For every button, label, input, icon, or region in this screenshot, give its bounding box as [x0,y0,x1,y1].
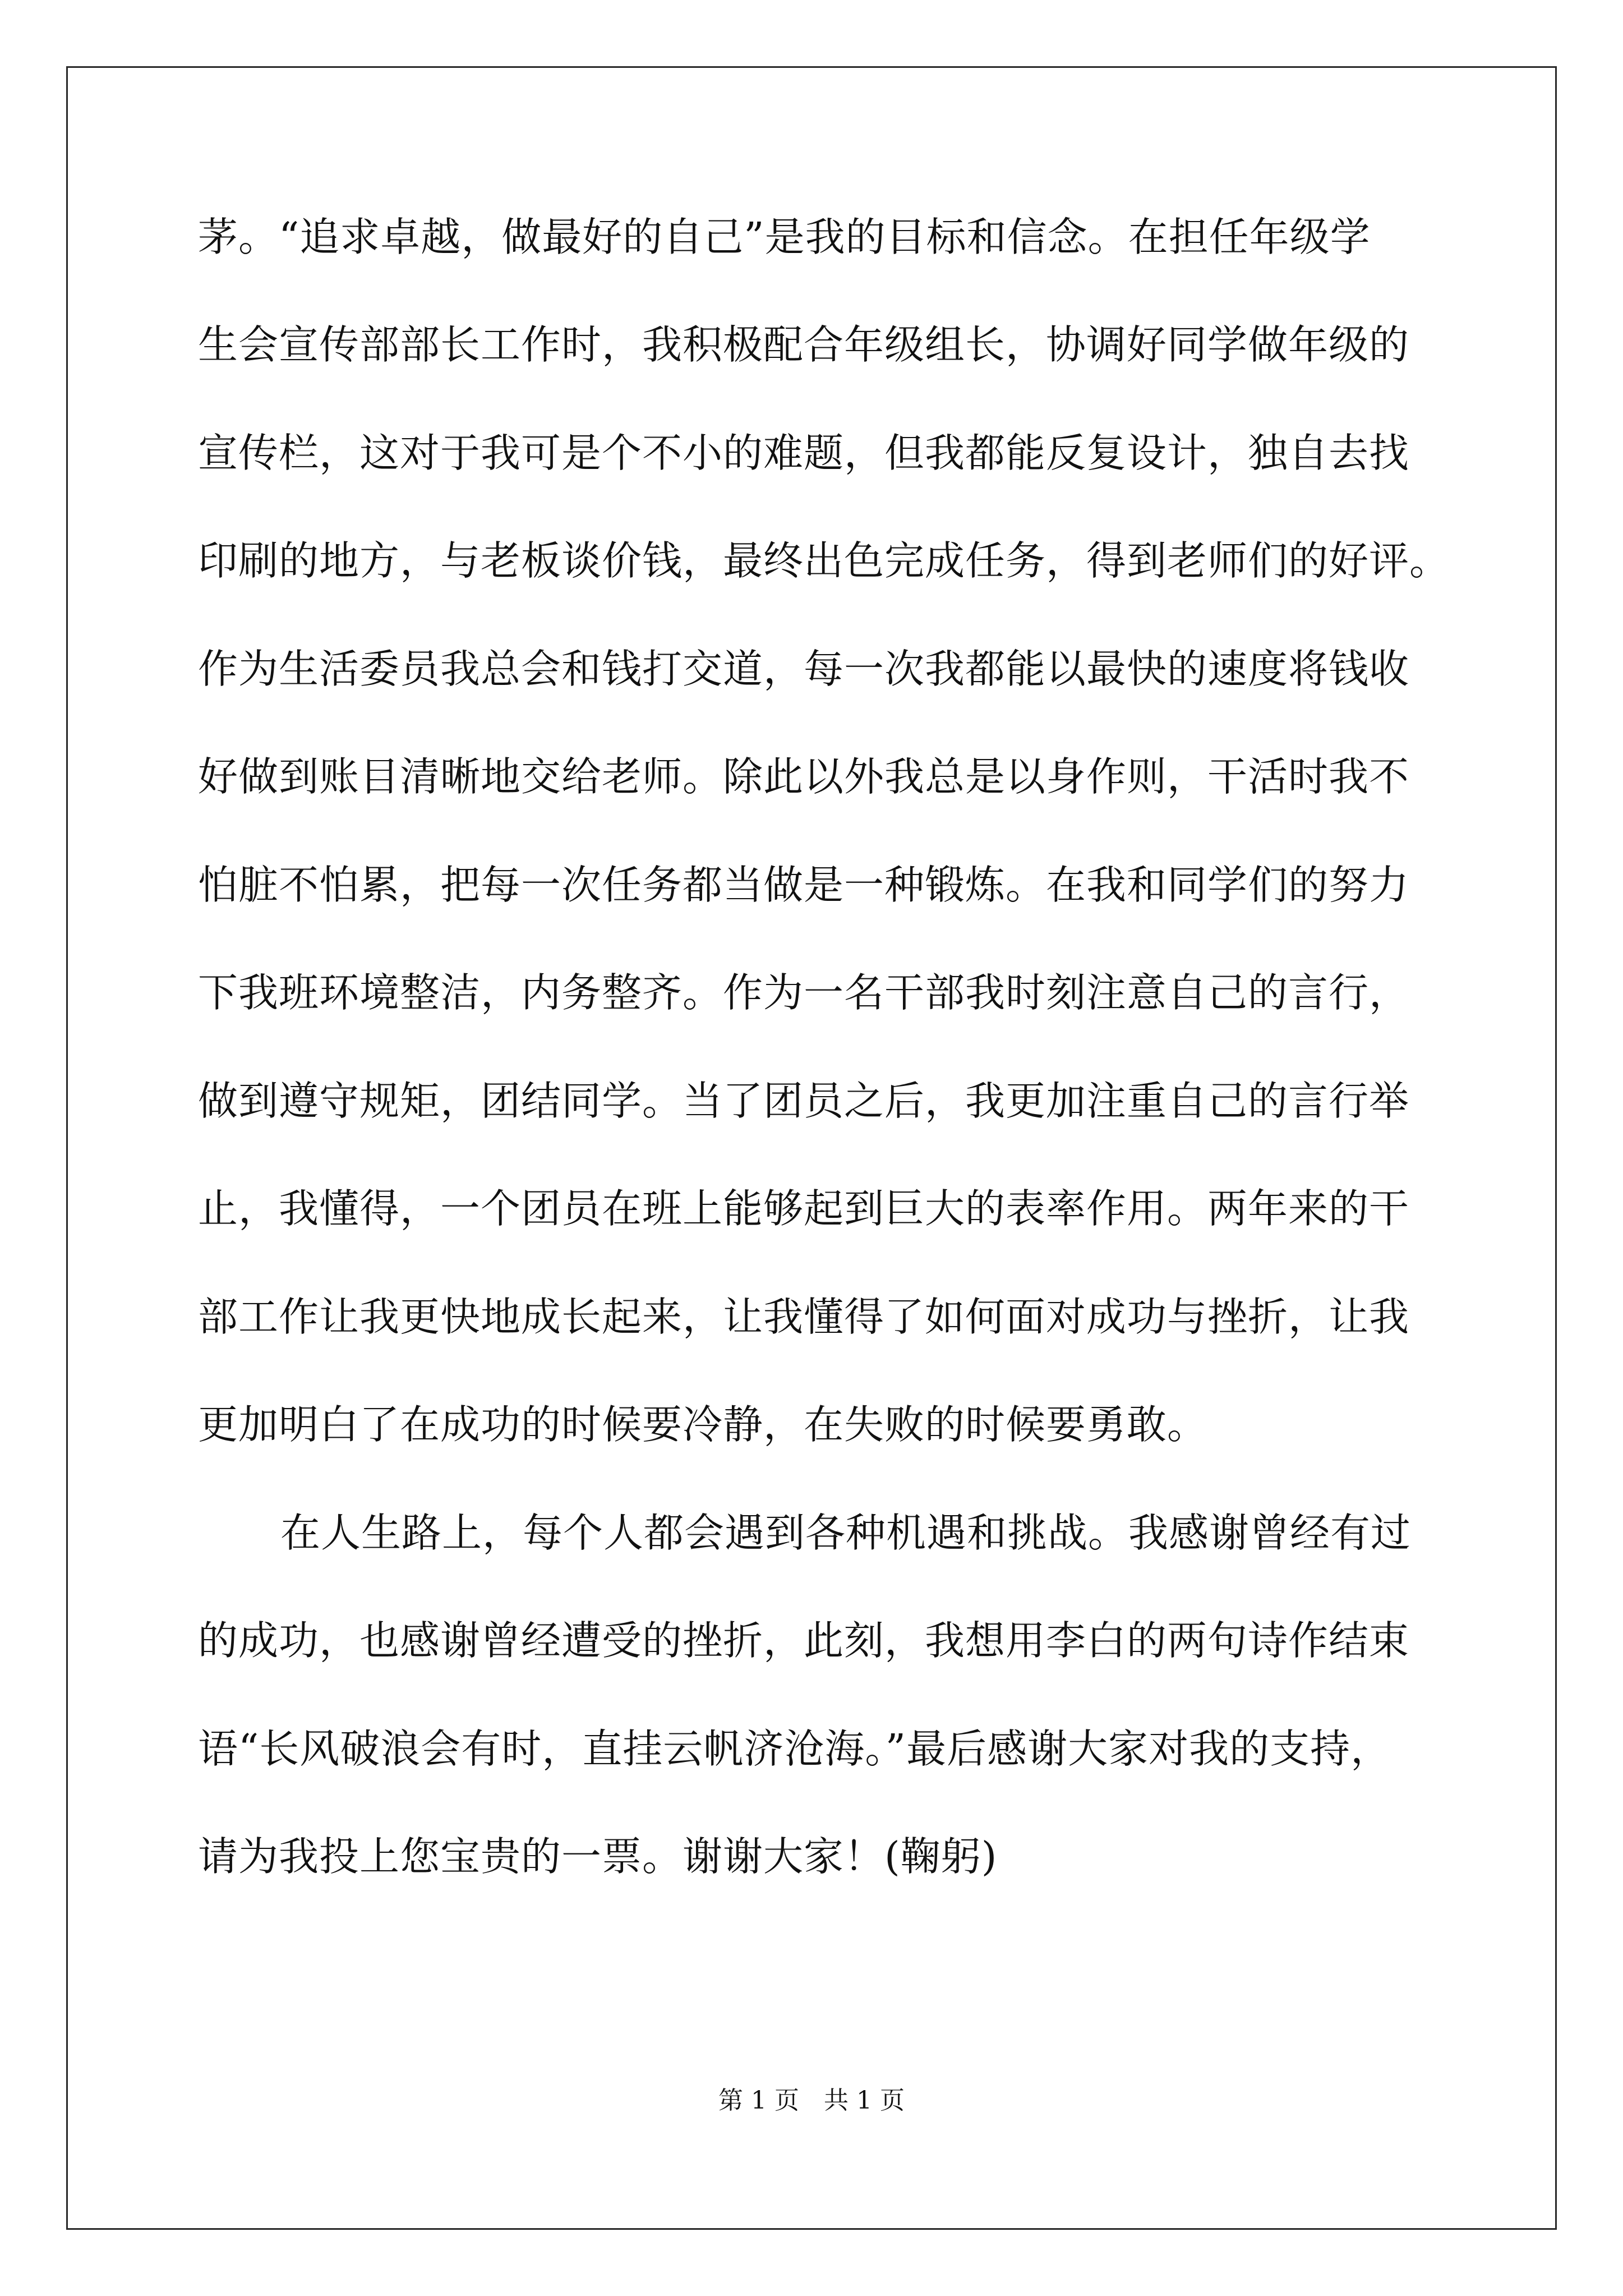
body-line-1: 茅。“追求卓越，做最好的自己”是我的目标和信念。在担任年级学 [198,214,1371,260]
body-line-12: 更加明白了在成功的时候要冷静，在失败的时候要勇敢。 [198,1401,1208,1448]
body-line-13: 在人生路上，每个人都会遇到各种机遇和挑战。我感谢曾经有过 [280,1510,1412,1556]
body-line-16: 请为我投上您宝贵的一票。谢谢大家！(鞠躬) [198,1833,998,1880]
body-line-10: 止，我懂得，一个团员在班上能够起到巨大的表率作用。两年来的干 [198,1185,1410,1232]
body-line-6: 好做到账目清晰地交给老师。除此以外我总是以身作则，干活时我不 [198,753,1410,800]
body-line-14: 的成功，也感谢曾经遭受的挫折，此刻，我想用李白的两句诗作结束 [198,1617,1410,1664]
body-line-7: 怕脏不怕累，把每一次任务都当做是一种锻炼。在我和同学们的努力 [198,862,1410,908]
body-line-11: 部工作让我更快地成长起来，让我懂得了如何面对成功与挫折，让我 [198,1294,1410,1340]
body-line-15: 语“长风破浪会有时，直挂云帆济沧海。”最后感谢大家对我的支持， [198,1726,1391,1772]
body-line-2: 生会宣传部部长工作时，我积极配合年级组长，协调好同学做年级的 [198,321,1410,368]
body-line-5: 作为生活委员我总会和钱打交道，每一次我都能以最快的速度将钱收 [198,646,1410,692]
body-line-9: 做到遵守规矩，团结同学。当了团员之后，我更加注重自己的言行举 [198,1078,1410,1124]
body-line-3: 宣传栏，这对于我可是个不小的难题，但我都能反复设计，独自去找 [198,430,1410,476]
page-number-footer: 第 1 页 共 1 页 [718,2086,905,2115]
body-line-8: 下我班环境整洁，内务整齐。作为一名干部我时刻注意自己的言行， [198,969,1410,1016]
page-border [66,66,1557,2230]
body-line-4: 印刷的地方，与老板谈价钱，最终出色完成任务，得到老师们的好评。 [198,537,1450,584]
